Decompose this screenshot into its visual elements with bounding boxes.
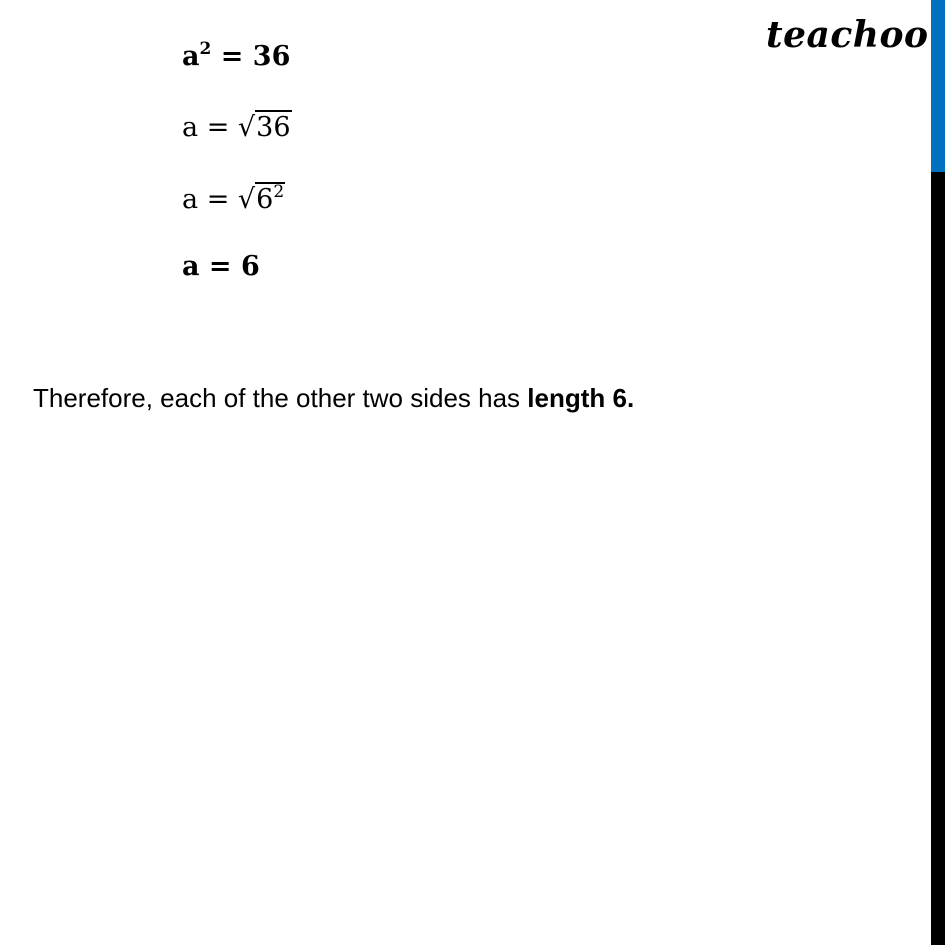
square-root [238, 183, 285, 217]
math-step-2 [182, 111, 292, 145]
slide-side-bar [931, 0, 945, 945]
radicand-base: 6 [256, 184, 274, 215]
math-step-4-rhs: 6 [240, 251, 260, 282]
math-step-3-op: = [206, 184, 230, 215]
math-step-1-exponent: 2 [199, 39, 212, 59]
conclusion-text [33, 382, 634, 414]
math-step-2-op: = [206, 112, 230, 143]
slide-side-bar-accent [931, 0, 945, 172]
math-step-1-lhs: a [182, 41, 200, 72]
math-step-3-lhs: a [182, 184, 199, 215]
math-step-4 [182, 250, 260, 284]
math-step-4-op: = [208, 251, 232, 282]
sqrt-sign-icon: √ [237, 184, 256, 215]
math-step-2-lhs: a [182, 112, 199, 143]
math-step-3-radicand [255, 182, 285, 215]
math-step-3 [182, 183, 285, 217]
teachoo-logo: teachoo [766, 14, 929, 56]
math-step-1-rhs: 36 [252, 41, 291, 72]
conclusion-plain: Therefore, each of the other two sides has [33, 383, 528, 413]
math-step-1 [182, 40, 290, 74]
sqrt-sign-icon: √ [237, 112, 256, 143]
math-step-2-radicand: 36 [256, 112, 291, 143]
math-step-4-lhs: a [182, 251, 200, 282]
radicand-exponent: 2 [273, 182, 285, 202]
square-root [238, 111, 292, 145]
conclusion-bold: length 6. [527, 383, 635, 413]
math-step-1-op: = [220, 41, 244, 72]
